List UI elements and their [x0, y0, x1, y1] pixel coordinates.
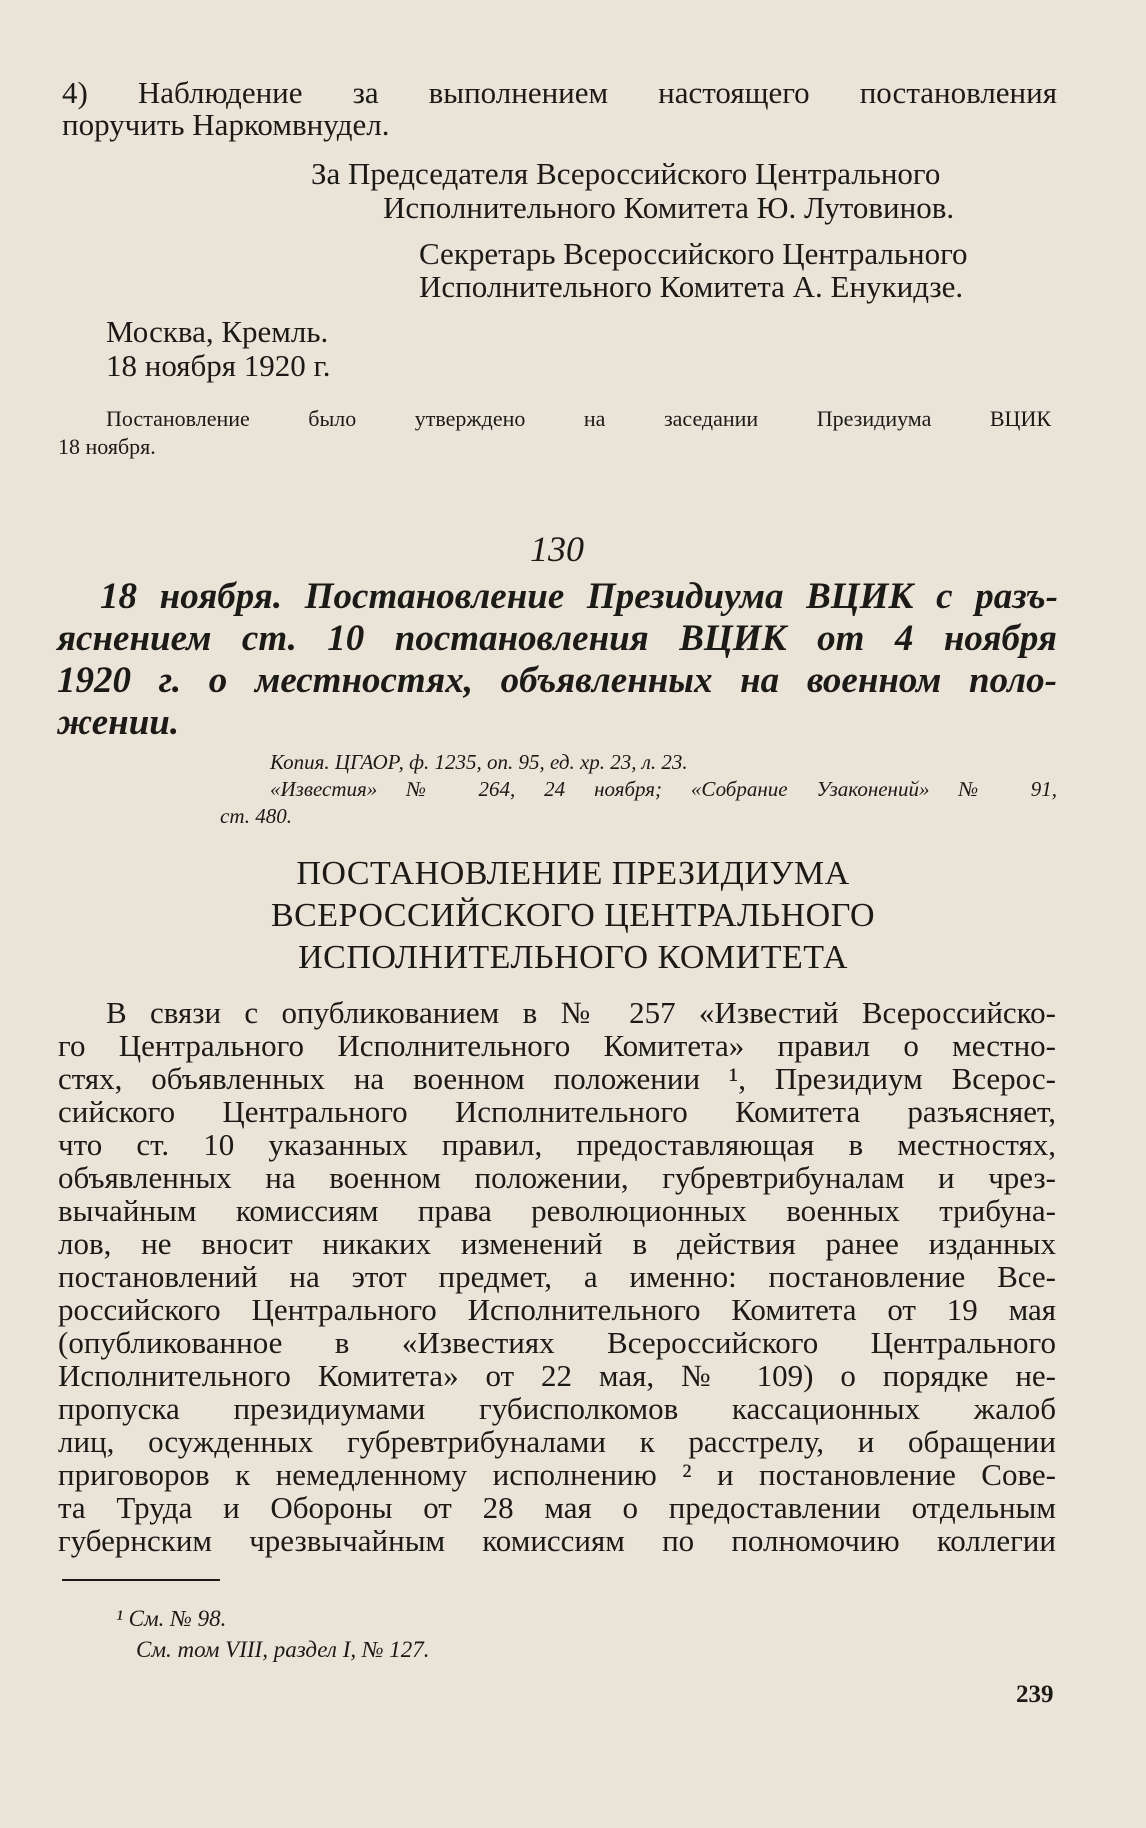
- body-line: что ст. 10 указанных правил, предоставляющая в местностях,: [58, 1127, 1056, 1162]
- body-line: лиц, осужденных губревтрибуналами к расстрелу, и обращении: [58, 1424, 1056, 1459]
- paragraph-4-line: 4) Наблюдение за выполнением настоящего постановления: [62, 75, 1057, 110]
- body-line: приговоров к немедленному исполнению ² и постановление Сове-: [58, 1457, 1056, 1492]
- paragraph-4-line: поручить Наркомвнудел.: [62, 107, 390, 142]
- document-title-line: ВСЕРОССИЙСКОГО ЦЕНТРАЛЬНОГО: [270, 897, 876, 934]
- body-line: объявленных на военном положении, губревтрибуналам и чрез-: [58, 1160, 1056, 1195]
- document-number: 130: [530, 529, 584, 569]
- body-line: лов, не вносит никаких изменений в действия ранее изданных: [58, 1226, 1056, 1261]
- body-line: Исполнительного Комитета» от 22 мая, № 109) о порядке не-: [58, 1358, 1056, 1393]
- document-heading-line: 18 ноября. Постановление Президиума ВЦИК с разъ-: [100, 576, 1058, 617]
- body-line: сийского Центрального Исполнительного Комитета разъясняет,: [58, 1094, 1056, 1129]
- signature-secretary-line: Исполнительного Комитета А. Енукидзе.: [419, 269, 964, 304]
- date-of-signing: 18 ноября 1920 г.: [106, 348, 331, 383]
- document-heading-line: 1920 г. о местностях, объявленных на военном поло-: [57, 660, 1057, 701]
- footnote-line: ¹ См. № 98.: [116, 1606, 227, 1631]
- signature-chair-line: Исполнительного Комитета Ю. Лутовинов.: [383, 190, 955, 225]
- document-heading-line: жении.: [57, 702, 180, 743]
- body-line: российского Центрального Исполнительного Комитета от 19 мая: [58, 1292, 1056, 1327]
- approval-note-line: Постановление было утверждено на заседании Президиума ВЦИК: [106, 406, 1051, 431]
- body-line: та Труда и Обороны от 28 мая о предоставлении отдельным: [58, 1490, 1056, 1525]
- signature-chair-line: За Председателя Всероссийского Центрального: [311, 156, 941, 191]
- signature-secretary-line: Секретарь Всероссийского Центрального: [419, 236, 968, 271]
- approval-note-line: 18 ноября.: [58, 434, 156, 459]
- page-number: 239: [1016, 1681, 1054, 1708]
- footnote-line: См. том VIII, раздел I, № 127.: [136, 1637, 430, 1662]
- body-line: губернским чрезвычайным комиссиям по полномочию коллегии: [58, 1523, 1056, 1558]
- footnote-divider: [62, 1579, 220, 1581]
- source-reference-line: Копия. ЦГАОР, ф. 1235, оп. 95, ед. хр. 23, л. 23.: [270, 750, 688, 774]
- body-line: пропуска президиумами губисполкомов кассационных жалоб: [58, 1391, 1056, 1426]
- place-of-signing: Москва, Кремль.: [106, 314, 329, 349]
- body-line: (опубликованное в «Известиях Всероссийского Центрального: [58, 1325, 1056, 1360]
- body-line: стях, объявленных на военном положении ¹, Президиум Всерос-: [58, 1061, 1056, 1096]
- source-reference-line: ст. 480.: [220, 804, 292, 828]
- document-heading-line: яснением ст. 10 постановления ВЦИК от 4 ноября: [57, 618, 1057, 659]
- document-title-line: ИСПОЛНИТЕЛЬНОГО КОМИТЕТА: [298, 939, 848, 976]
- body-line: го Центрального Исполнительного Комитета» правил о местно-: [58, 1028, 1056, 1063]
- source-reference-line: «Известия» № 264, 24 ноября; «Собрание Узаконений» № 91,: [270, 777, 1057, 801]
- body-line: В связи с опубликованием в № 257 «Известий Всероссийско-: [106, 995, 1056, 1030]
- document-title-line: ПОСТАНОВЛЕНИЕ ПРЕЗИДИУМА: [296, 855, 850, 892]
- body-line: постановлений на этот предмет, а именно: постановление Все-: [58, 1259, 1056, 1294]
- body-line: вычайным комиссиям права революционных военных трибуна-: [58, 1193, 1056, 1228]
